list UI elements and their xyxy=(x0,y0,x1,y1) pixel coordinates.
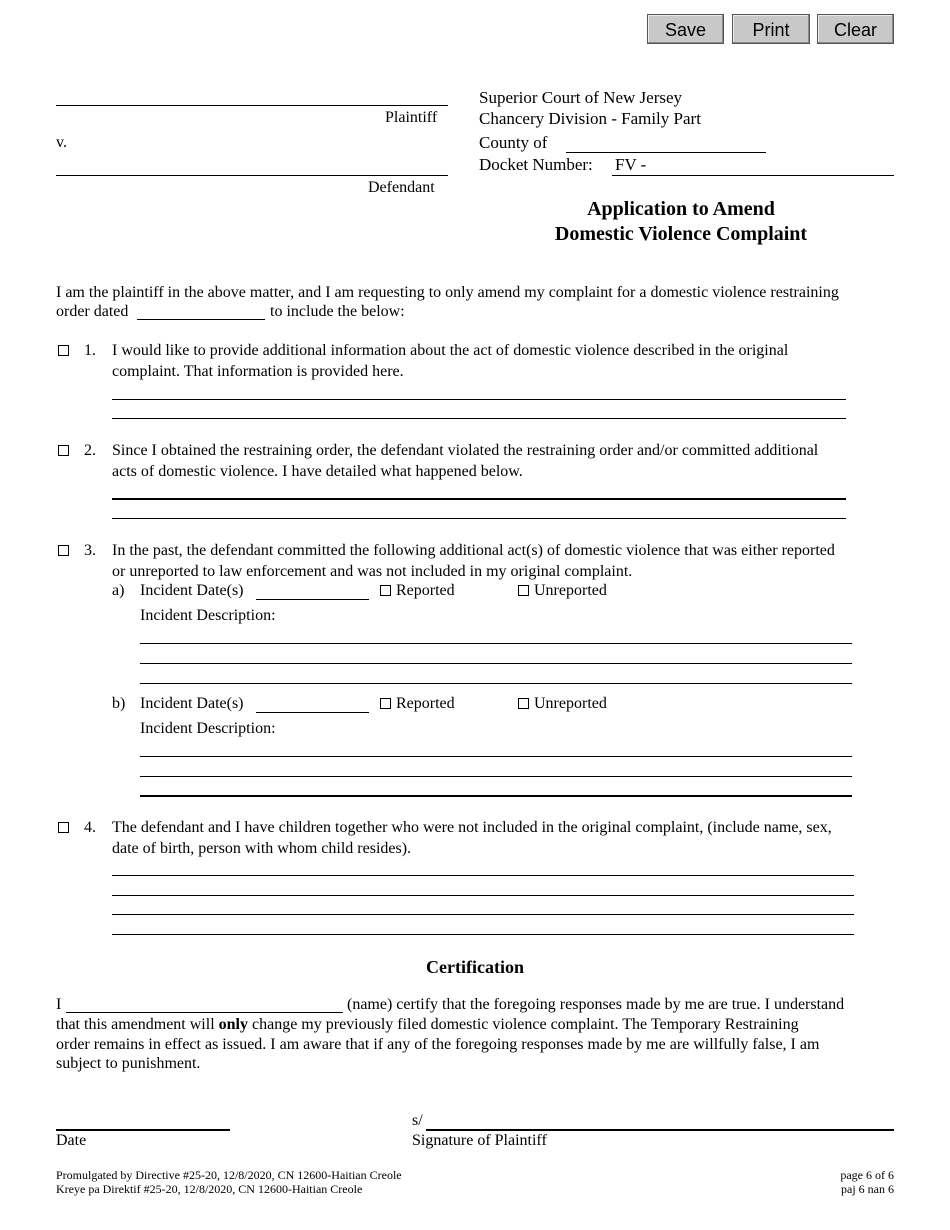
plaintiff-label: Plaintiff xyxy=(385,109,438,126)
item3b-reported-label: Reported xyxy=(396,695,455,712)
plaintiff-name-field[interactable] xyxy=(56,105,448,106)
item3a-reported-label: Reported xyxy=(396,582,455,599)
certification-name-field[interactable] xyxy=(66,1012,343,1013)
form-title-line2: Domestic Violence Complaint xyxy=(554,223,808,245)
item3a-incident-date-label: Incident Date(s) xyxy=(140,582,244,599)
item4-text-line1: The defendant and I have children together who were not included in the original complaint, (include name, sex, xyxy=(112,819,832,836)
intro-line2-post: to include the below: xyxy=(270,303,405,320)
item3a-reported-option[interactable] xyxy=(380,581,455,601)
court-name: Superior Court of New Jersey xyxy=(479,88,683,107)
intro-line2-pre: order dated xyxy=(56,303,129,320)
item3-text-line2: or unreported to law enforcement and was not included in my original complaint. xyxy=(112,563,633,580)
certification-line2 xyxy=(56,1015,799,1035)
clear-button[interactable]: Clear xyxy=(817,14,894,44)
item3b-incident-date-field[interactable] xyxy=(256,712,369,713)
item3b-description-label: Incident Description: xyxy=(140,720,276,737)
docket-label: Docket Number: xyxy=(479,155,593,174)
docket-prefix: FV - xyxy=(615,155,647,174)
county-field[interactable] xyxy=(566,152,766,153)
item1-text-line2: complaint. That information is provided here. xyxy=(112,363,404,380)
item3b-unreported-checkbox[interactable] xyxy=(518,698,529,709)
defendant-label: Defendant xyxy=(368,179,435,196)
footer-promulgated: Promulgated by Directive #25-20, 12/8/2020, CN 12600-Haitian Creole xyxy=(56,1168,402,1182)
item3a-unreported-label: Unreported xyxy=(534,582,607,599)
item4-answer-line[interactable] xyxy=(112,914,854,915)
footer-kreye: Kreye pa Direktif #25-20, 12/8/2020, CN 12600-Haitian Creole xyxy=(56,1182,363,1196)
certification-line3: order remains in effect as issued. I am aware that if any of the foregoing responses made by me are willfully false, I am xyxy=(56,1036,820,1053)
item3b-unreported-option[interactable] xyxy=(518,694,607,714)
form-title-line1: Application to Amend xyxy=(587,198,775,220)
item4-answer-line[interactable] xyxy=(112,875,854,876)
item3a-incident-date-field[interactable] xyxy=(256,599,369,600)
item3b-unreported-label: Unreported xyxy=(534,695,607,712)
item3-number: 3. xyxy=(84,542,96,559)
item1-answer-line[interactable] xyxy=(112,399,846,400)
item2-number: 2. xyxy=(84,442,96,459)
item3a-unreported-option[interactable] xyxy=(518,581,607,601)
certification-line2-pre: that this amendment will xyxy=(56,1016,215,1033)
court-division: Chancery Division - Family Part xyxy=(479,109,701,128)
item1-answer-line[interactable] xyxy=(112,418,846,419)
item3b-reported-checkbox[interactable] xyxy=(380,698,391,709)
item3a-label: a) xyxy=(112,582,125,599)
date-label: Date xyxy=(56,1132,87,1149)
item2-checkbox[interactable] xyxy=(58,445,69,456)
defendant-name-field[interactable] xyxy=(56,175,448,176)
item3b-label: b) xyxy=(112,695,126,712)
certification-line4: subject to punishment. xyxy=(56,1055,201,1072)
signature-prefix: s/ xyxy=(412,1112,423,1129)
county-label: County of xyxy=(479,133,548,152)
footer-page-number-ht: paj 6 nan 6 xyxy=(841,1182,894,1196)
item3-checkbox[interactable] xyxy=(58,545,69,556)
item3b-reported-option[interactable] xyxy=(380,694,455,714)
certification-i: I xyxy=(56,996,62,1013)
item4-checkbox[interactable] xyxy=(58,822,69,833)
item1-text-line1: I would like to provide additional information about the act of domestic violence described in the original xyxy=(112,342,789,359)
footer-page-number: page 6 of 6 xyxy=(840,1168,894,1182)
item4-answer-line[interactable] xyxy=(112,934,854,935)
item3a-description-line[interactable] xyxy=(140,643,852,644)
signature-label: Signature of Plaintiff xyxy=(412,1132,547,1149)
item2-text-line2: acts of domestic violence. I have detailed what happened below. xyxy=(112,463,523,480)
intro-line1: I am the plaintiff in the above matter, and I am requesting to only amend my complaint for a domestic violence restraining xyxy=(56,284,839,301)
certification-heading: Certification xyxy=(426,957,524,977)
item3a-description-label: Incident Description: xyxy=(140,607,276,624)
item3b-description-line[interactable] xyxy=(140,795,852,797)
certification-line2-post: change my previously filed domestic violence complaint. The Temporary Restraining xyxy=(251,1016,799,1033)
order-date-field[interactable] xyxy=(137,319,265,320)
item3b-incident-date-label: Incident Date(s) xyxy=(140,695,244,712)
versus-label: v. xyxy=(56,134,67,151)
item1-number: 1. xyxy=(84,342,96,359)
item4-number: 4. xyxy=(84,819,96,836)
docket-number-field[interactable] xyxy=(612,175,894,176)
certification-only-emphasis: only xyxy=(218,1016,248,1033)
item3-text-line1: In the past, the defendant committed the following additional act(s) of domestic violence that was either reported xyxy=(112,542,835,559)
item1-checkbox[interactable] xyxy=(58,345,69,356)
item2-text-line1: Since I obtained the restraining order, the defendant violated the restraining order and/or committed additional xyxy=(112,442,819,459)
item2-answer-line[interactable] xyxy=(112,498,846,500)
item4-answer-line[interactable] xyxy=(112,895,854,896)
save-button[interactable]: Save xyxy=(647,14,724,44)
item3b-description-line[interactable] xyxy=(140,776,852,777)
item3a-description-line[interactable] xyxy=(140,683,852,684)
item3a-unreported-checkbox[interactable] xyxy=(518,585,529,596)
item3a-description-line[interactable] xyxy=(140,663,852,664)
certification-line1: (name) certify that the foregoing responses made by me are true. I understand xyxy=(347,996,845,1013)
item4-text-line2: date of birth, person with whom child resides). xyxy=(112,840,412,857)
item3a-reported-checkbox[interactable] xyxy=(380,585,391,596)
print-button[interactable]: Print xyxy=(732,14,810,44)
item2-answer-line[interactable] xyxy=(112,518,846,519)
item3b-description-line[interactable] xyxy=(140,756,852,757)
